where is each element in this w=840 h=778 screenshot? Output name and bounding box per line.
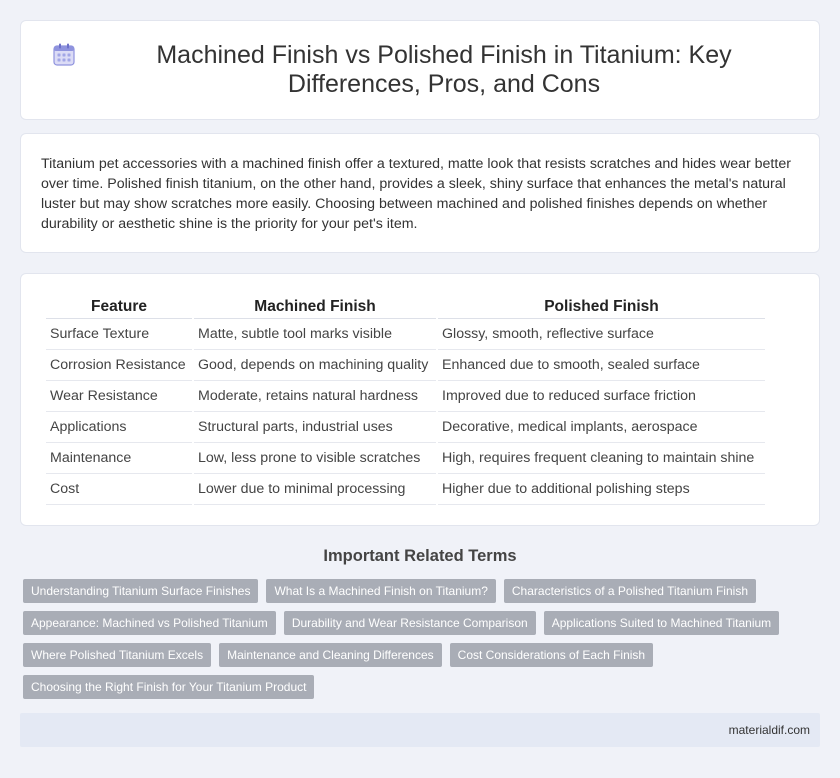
related-terms-title: Important Related Terms <box>323 547 517 565</box>
column-header-polished: Polished Finish <box>438 296 765 319</box>
related-term-link[interactable]: Characteristics of a Polished Titanium Finish <box>504 579 756 603</box>
table-cell: Good, depends on machining quality <box>194 350 436 381</box>
table-cell: Low, less prone to visible scratches <box>194 443 436 474</box>
header-card <box>20 20 820 120</box>
table-cell: Applications <box>46 412 192 443</box>
site-name[interactable]: materialdif.com <box>728 723 810 737</box>
comparison-table <box>44 296 767 505</box>
page-title: Machined Finish vs Polished Finish in Titanium: Key Differences, Pros, and Cons <box>156 41 732 98</box>
table-row <box>46 443 765 474</box>
table-cell: Maintenance <box>46 443 192 474</box>
intro-card <box>20 133 820 253</box>
table-cell: Higher due to additional polishing steps <box>438 474 765 505</box>
header <box>21 21 819 119</box>
table-cell: Improved due to reduced surface friction <box>438 381 765 412</box>
table-cell: Enhanced due to smooth, sealed surface <box>438 350 765 381</box>
related-term-link[interactable]: Where Polished Titanium Excels <box>23 643 211 667</box>
table-row <box>46 381 765 412</box>
table-cell: High, requires frequent cleaning to maintain shine <box>438 443 765 474</box>
table-cell: Surface Texture <box>46 319 192 350</box>
table-cell: Wear Resistance <box>46 381 192 412</box>
related-term-link[interactable]: What Is a Machined Finish on Titanium? <box>266 579 495 603</box>
table-cell: Glossy, smooth, reflective surface <box>438 319 765 350</box>
table-cell: Structural parts, industrial uses <box>194 412 436 443</box>
related-term-link[interactable]: Durability and Wear Resistance Comparison <box>284 611 536 635</box>
table-cell: Corrosion Resistance <box>46 350 192 381</box>
related-term-link[interactable]: Applications Suited to Machined Titanium <box>544 611 779 635</box>
table-row <box>46 474 765 505</box>
table-row <box>46 350 765 381</box>
related-term-link[interactable]: Maintenance and Cleaning Differences <box>219 643 442 667</box>
related-term-link[interactable]: Appearance: Machined vs Polished Titanium <box>23 611 276 635</box>
table-header-row <box>46 296 765 319</box>
intro-paragraph: Titanium pet accessories with a machined finish offer a textured, matte look that resists scratches and hides wear better over time. Polished finish titanium, on the other hand, provides a sleek, shiny surface that enhances the metal's natural luster but may show scratches more easily. Choosing between machined and polished finishes depends on whether durability or aesthetic shine is the priority for your pet's item. <box>41 156 791 232</box>
table-cell: Lower due to minimal processing <box>194 474 436 505</box>
related-terms-list <box>23 579 813 699</box>
column-header-machined: Machined Finish <box>194 296 436 319</box>
table-cell: Moderate, retains natural hardness <box>194 381 436 412</box>
footer <box>20 713 820 747</box>
column-header-feature: Feature <box>46 296 192 319</box>
table-cell: Decorative, medical implants, aerospace <box>438 412 765 443</box>
table-row <box>46 412 765 443</box>
related-term-link[interactable]: Cost Considerations of Each Finish <box>450 643 653 667</box>
calendar-icon <box>51 42 77 68</box>
table-cell: Cost <box>46 474 192 505</box>
related-term-link[interactable]: Choosing the Right Finish for Your Titanium Product <box>23 675 314 699</box>
table-cell: Matte, subtle tool marks visible <box>194 319 436 350</box>
comparison-card <box>20 273 820 526</box>
related-term-link[interactable]: Understanding Titanium Surface Finishes <box>23 579 258 603</box>
table-row <box>46 319 765 350</box>
